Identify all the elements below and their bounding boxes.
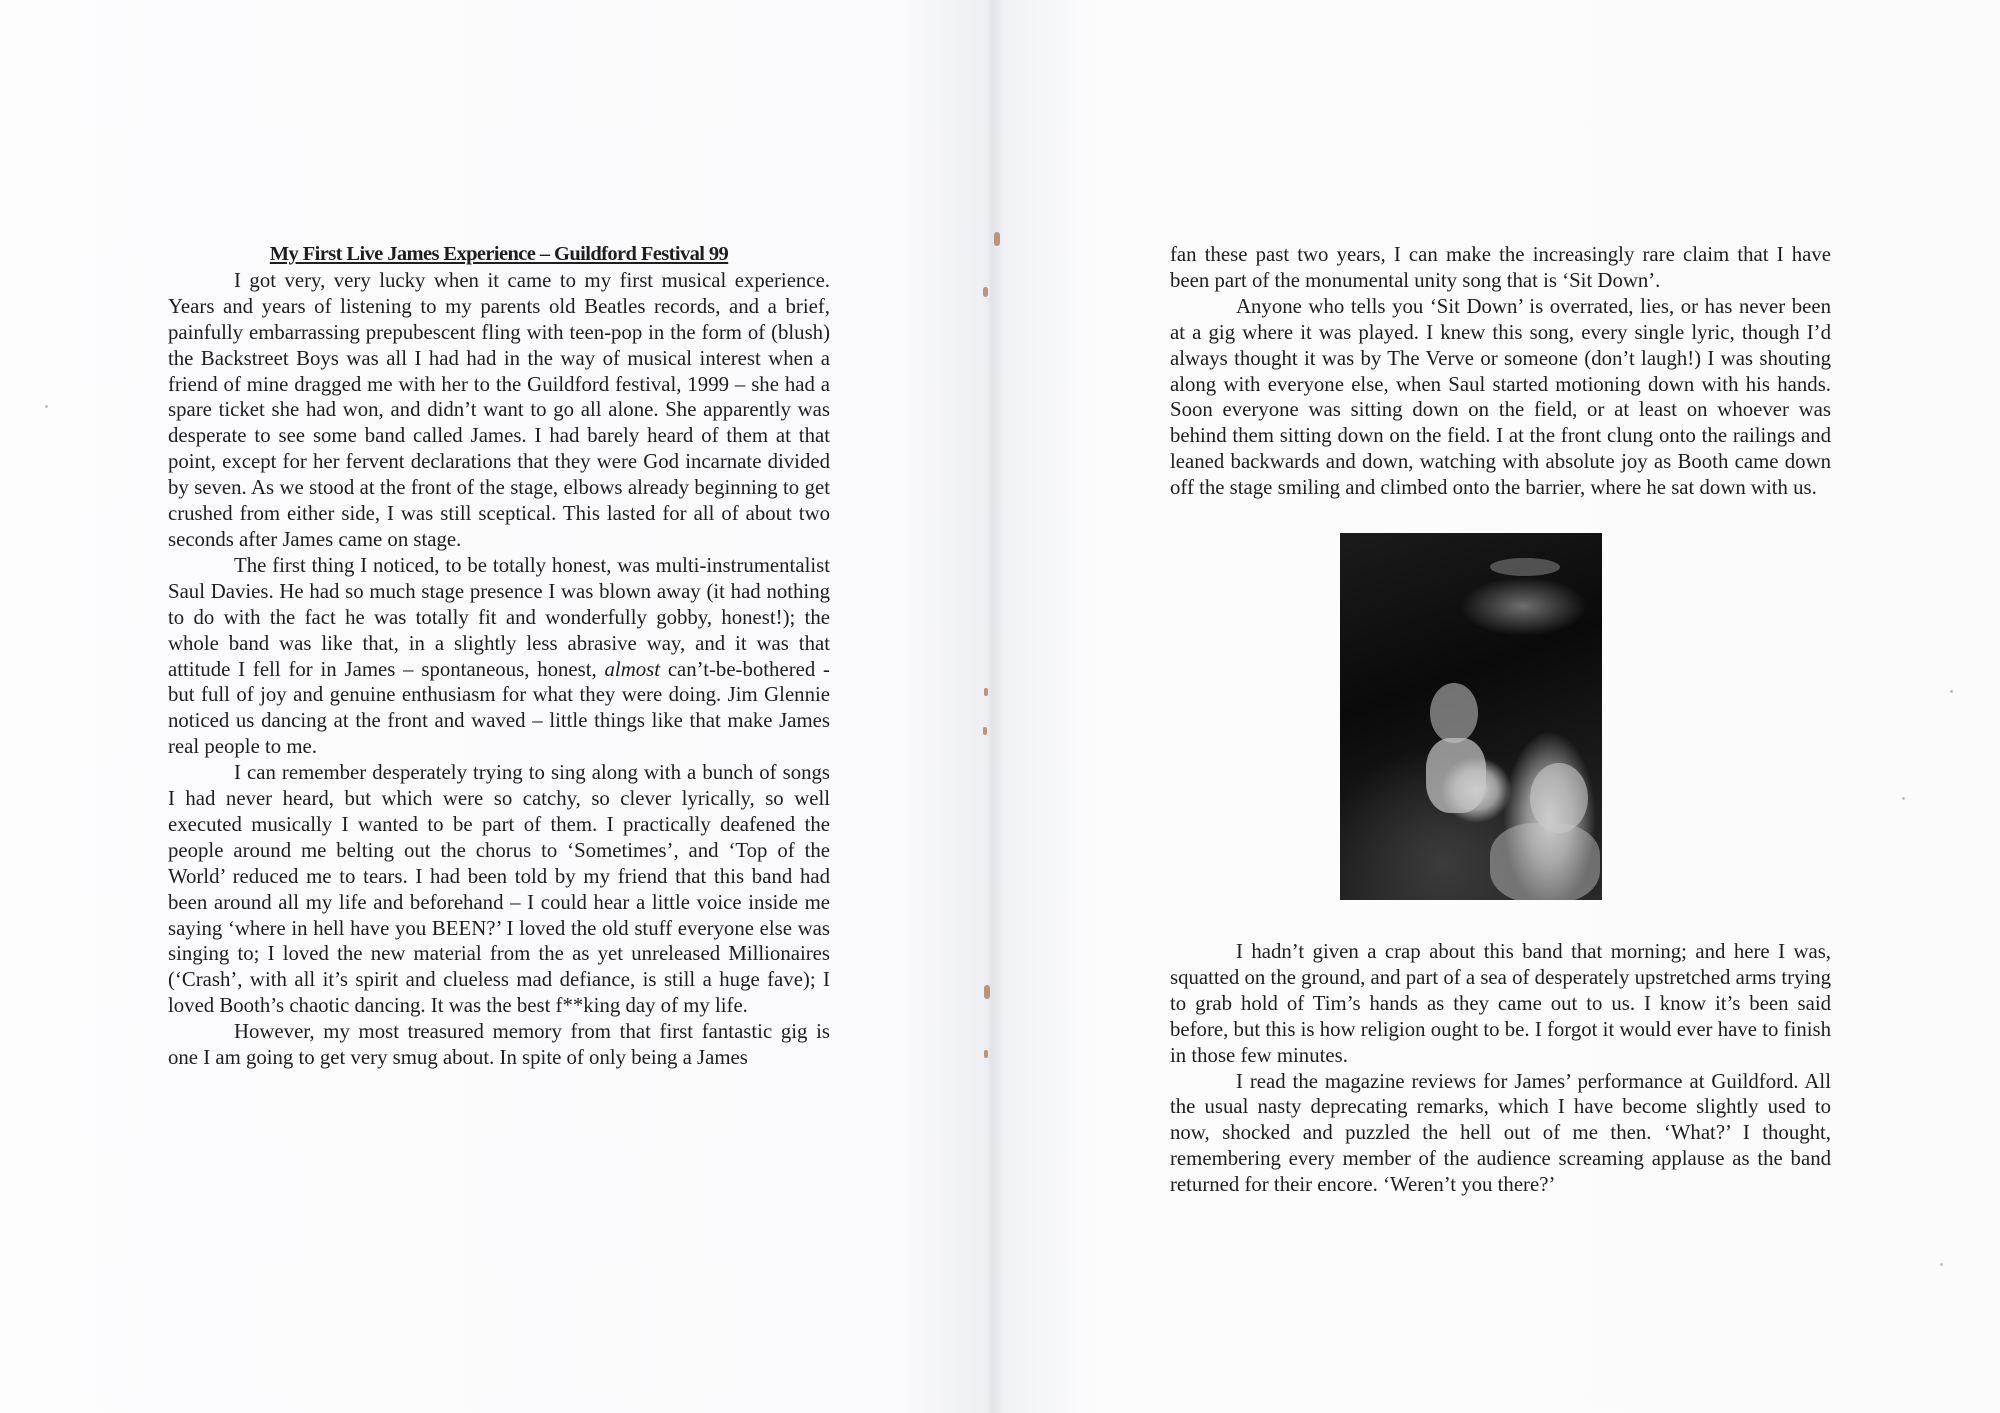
photo-figure-singer [1430,683,1478,743]
staple-bottom [984,985,990,999]
left-column [168,242,830,1071]
paragraph-1: I got very, very lucky when it came to my first musical experience. Years and years of listening to my parents old Beatles records, and a brief, painfully embarrassing prepubescent fling with teen-pop in the form of (blush) the Backstreet Boys was all I had had in the way of musical interest when a friend of mine dragged me with her to the Guildford festival, 1999 – she had a spare ticket she had won, and didn’t want to go all alone. She apparently was desperate to see some band called James. I had barely heard of them at that point, except for her fervent declarations that they were God incarnate divided by seven. As we stood at the front of the stage, elbows already beginning to get crushed from either side, I was still sceptical. This lasted for all of about two seconds after James came on stage. [168,268,830,551]
article-title: My First Live James Experience – Guildford Festival 99 [269,243,729,265]
photo-stage-light [1490,558,1560,576]
paragraph-3: I can remember desperately trying to sing along with a bunch of songs I had never heard, but which were so catchy, so clever lyrically, so well executed musically I wanted to be part of them. I practically deafened the people around me belting out the chorus to ‘Sometimes’, and ‘Top of the World’ reduced me to tears. I had been told by my friend that this band had been around all my life and beforehand – I could hear a little voice inside me saying ‘where in hell have you BEEN?’ I loved the old stuff everyone else was singing to; I loved the new material from the as yet unreleased Millionaires (‘Crash’, with all it’s spirit and clueless mad defiance, is still a huge fave); I loved Booth’s chaotic dancing. It was the best f**king day of my life. [168,761,830,1018]
paragraph-2-italic: almost [604,657,660,681]
paragraph-2-part-a: The first thing I noticed, to be totally honest, was multi-instrumentalist Saul Davies. He had so much stage presence I was blown away (it had nothing to do with the fact he was totally fit and wonderfully gobby, honest!); the whole band was like that, in a slightly less abrasive way, and it was that attitude I fell for in James – spontaneous, honest, [168,553,830,681]
staple-upper-mid [983,287,988,297]
paragraph-6: Anyone who tells you ‘Sit Down’ is overrated, lies, or has never been at a gig where it was played. I knew this song, every single lyric, though I’d always thought it was by The Verve or someone (don’t laugh!) I was shouting along with everyone else, when Saul started motioning down with his hands. Soon everyone was sitting down on the field, or at least on whoever was behind them sitting down on the field. I at the front clung onto the railings and leaned backwards and down, watching with absolute joy as Booth came down off the stage smiling and climbed onto the barrier, where he sat down with us. [1170,294,1831,500]
paragraph-5: fan these past two years, I can make the increasingly rare claim that I have been part of the monumental unity song that is ‘Sit Down’. [1170,243,1831,292]
photo-figure-fan-body [1490,823,1600,900]
staple-lower-mid [983,727,987,735]
paper-speck [1902,797,1905,800]
concert-photo [1340,533,1602,900]
paragraph-2-part-b: can’t-be-bothered - but full of joy and genuine enthusiasm for what they were doing. Jim Glennie noticed us dancing at the front and waved – little things like that make James real people to me. [168,657,830,759]
right-column-bottom [1170,939,1831,1198]
paper-speck [45,405,48,408]
paragraph-7: I hadn’t given a crap about this band that morning; and here I was, squatted on the ground, and part of a sea of desperately upstretched arms trying to grab hold of Tim’s hands as they came out to us. I know it’s been said before, but this is how religion ought to be. I forgot it would ever have to finish in those few minutes. [1170,940,1831,1067]
paper-speck [1950,690,1953,693]
photo-figure-torso [1426,738,1486,813]
paper-speck [1940,1263,1943,1266]
staple-top [994,232,1000,246]
left-page [0,0,990,1413]
staple-mid [984,688,988,696]
paragraph-8: I read the magazine reviews for James’ performance at Guildford. All the usual nasty deprecating remarks, which I have become slightly used to now, shocked and puzzled the hell out of me then. ‘What?’ I thought, remembering every member of the audience screaming applause as the band returned for their encore. ‘Weren’t you there?’ [1170,1069,1831,1197]
paragraph-4: However, my most treasured memory from that first fantastic gig is one I am going to get very smug about. In spite of only being a James [168,1020,830,1070]
right-column-top [1170,242,1831,501]
staple-lowest [984,1050,988,1058]
paragraph-2 [168,553,830,760]
